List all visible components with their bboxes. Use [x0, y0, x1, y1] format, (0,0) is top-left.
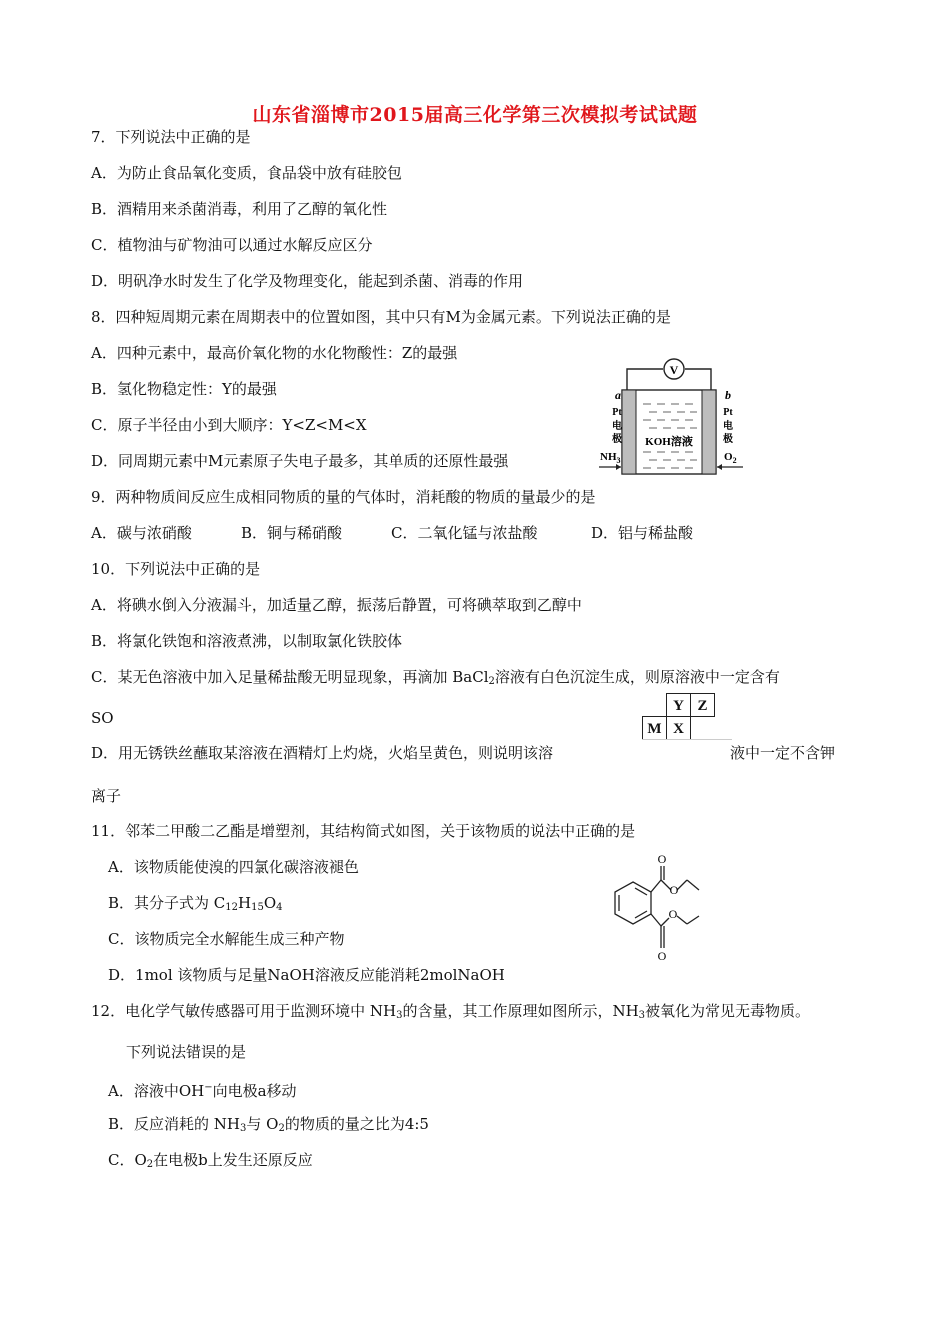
q12-option-b: B．反应消耗的 $NH_3$与 $O_2$的物质的量之比为4:5: [108, 1115, 429, 1134]
q8-option-b: B．氢化物稳定性：Y的最强: [91, 380, 277, 398]
q8-option-c: C．原子半径由小到大顺序：Y<Z<M<X: [91, 416, 367, 434]
right-electrode-pt: Pt: [723, 407, 733, 418]
electrode-b-label: b: [725, 388, 731, 402]
q10-option-d-cont: 离子: [91, 787, 122, 805]
q8-option-d: D．同周期元素中M元素原子失电子最多，其单质的还原性最强: [91, 452, 509, 470]
voltmeter-label: V: [669, 363, 679, 377]
q7-stem: 7．下列说法中正确的是: [91, 128, 251, 146]
right-electrode-char2: 极: [723, 434, 733, 445]
electrochemical-cell-diagram: [597, 352, 747, 482]
q11-option-a: A．该物质能使溴的四氯化碳溶液褪色: [108, 858, 359, 876]
table-divider: [642, 739, 732, 740]
q12-option-a: A．溶液中OH−向电极a移动: [108, 1082, 297, 1100]
element-y: Y: [666, 693, 691, 717]
q9-option-b: B．铜与稀硝酸: [241, 524, 343, 542]
page-title: 山东省淄博市2015届高三化学第三次模拟考试试题: [252, 104, 698, 126]
q12-stem: 12．电化学气敏传感器可用于监测环境中 $NH_3$的含量，其工作原理如图所示，$NH_3$被氧化为常见无毒物质。: [91, 1002, 811, 1021]
electrode-a-label: a: [615, 388, 621, 402]
q12-option-c: C．$O_2$在电极b上发生还原反应: [108, 1151, 313, 1170]
q7-option-c: C．植物油与矿物油可以通过水解反应区分: [91, 236, 373, 254]
q10-option-d-post: 液中一定不含钾: [730, 744, 836, 762]
q7-option-b: B．酒精用来杀菌消毒，利用了乙醇的氧化性: [91, 200, 388, 218]
q10-option-c: C．某无色溶液中加入足量稀盐酸无明显现象，再滴加 BaCl$_2$溶液有白色沉淀生成，则原溶液中一定含有: [91, 668, 780, 687]
q11-option-d: D．1mol 该物质与足量NaOH溶液反应能消耗2molNaOH: [108, 966, 505, 984]
q11-option-c: C．该物质完全水解能生成三种产物: [108, 930, 345, 948]
q9-option-a: A．碳与浓硝酸: [91, 524, 192, 542]
q12-stem-2: 下列说法错误的是: [126, 1043, 247, 1061]
q9-option-c: C．二氧化锰与浓盐酸: [391, 524, 538, 542]
q8-stem: 8．四种短周期元素在周期表中的位置如图，其中只有M为金属元素。下列说法正确的是: [91, 308, 671, 326]
ester-o-bottom: O: [668, 907, 678, 921]
diethyl-phthalate-structure: [605, 852, 710, 967]
element-z: Z: [690, 693, 715, 717]
q9-options: [91, 523, 693, 543]
q9-stem: 9．两种物质间反应生成相同物质的量的气体时，消耗酸的物质的量最少的是: [91, 488, 596, 506]
element-m: M: [642, 716, 667, 740]
q7-option-a: A．为防止食品氧化变质，食品袋中放有硅胶包: [91, 164, 402, 182]
q10-option-b: B．将氯化铁饱和溶液煮沸，以制取氯化铁胶体: [91, 632, 403, 650]
q10-option-c-cont: SO: [91, 709, 114, 727]
ester-o-top: O: [669, 883, 679, 897]
q10-stem: 10．下列说法中正确的是: [91, 560, 261, 578]
element-x: X: [666, 716, 691, 740]
carbonyl-o-top: O: [657, 852, 667, 866]
q11-stem: 11．邻苯二甲酸二乙酯是增塑剂，其结构简式如图，关于该物质的说法中正确的是: [91, 822, 636, 840]
electrolyte-label: KOH溶液: [645, 436, 693, 448]
right-electrode-char1: 电: [723, 421, 733, 432]
left-electrode-char2: 极: [612, 434, 622, 445]
nh3-gas-label: $NH_3$: [600, 451, 621, 465]
q7-option-d: D．明矾净水时发生了化学及物理变化，能起到杀菌、消毒的作用: [91, 272, 524, 290]
left-electrode-char1: 电: [612, 421, 622, 432]
q9-option-d: D．铝与稀盐酸: [591, 524, 694, 542]
q10-option-a: A．将碘水倒入分液漏斗，加适量乙醇，振荡后静置，可将碘萃取到乙醇中: [91, 596, 582, 614]
q11-option-b: B．其分子式为 $C_{12}H_{15}O_4$: [108, 894, 283, 913]
left-electrode-pt: Pt: [612, 407, 622, 418]
q8-option-a: A．四种元素中，最高价氧化物的水化物酸性：Z的最强: [91, 344, 458, 362]
carbonyl-o-bottom: O: [657, 949, 667, 963]
q10-option-d: D．用无锈铁丝蘸取某溶液在酒精灯上灼烧，火焰呈黄色，则说明该溶: [91, 744, 554, 762]
o2-gas-label: $O_2$: [724, 451, 737, 465]
